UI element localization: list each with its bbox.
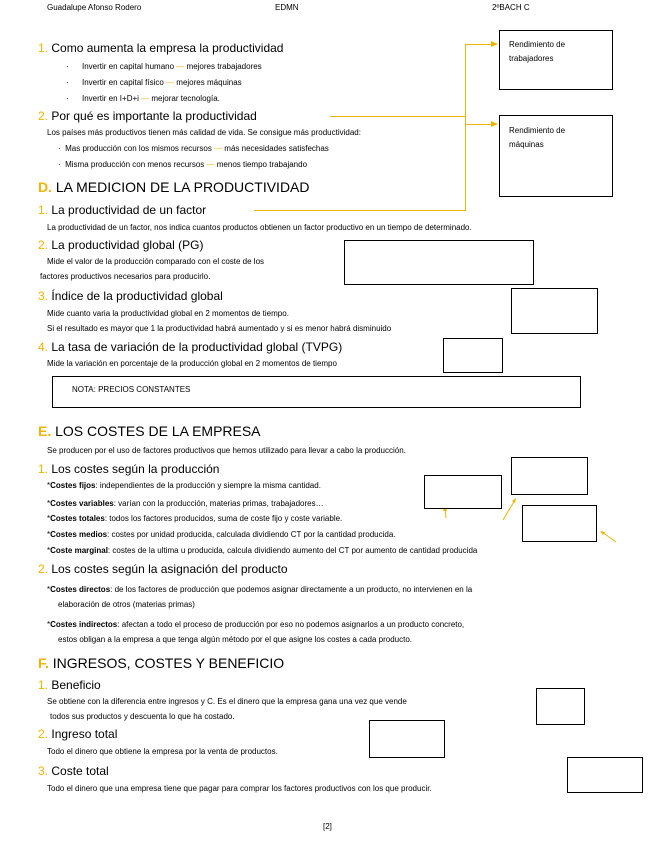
- list-item: · Mas producción con los mismos recursos — más necesidades satisfechas: [58, 144, 329, 153]
- page-number: [2]: [323, 822, 332, 831]
- d1-text: La productividad de un factor, nos indica cuantos productos obtienen un factor productivo en un tiempo de determinado.: [47, 223, 472, 232]
- list-item: · Invertir en capital físico — mejores máquinas: [66, 78, 242, 87]
- d3-text-line: Mide cuanto varia la productividad global en 2 momentos de tiempo.: [47, 309, 289, 318]
- f1-text-line: todos sus productos y descuenta lo que ha costado.: [50, 712, 235, 721]
- side-box-maquinas: Rendimiento de máquinas: [499, 115, 613, 197]
- section-d-letter: D.: [38, 179, 52, 195]
- f1-text-line: Se obtiene con la diferencia entre ingresos y C. Es el dinero que la empresa gana una vez que vende: [47, 697, 407, 706]
- d3-text-line: Si el resultado es mayor que 1 la productividad habrá aumentado y si es menor habrá disminuido: [47, 324, 392, 333]
- list-item: · Invertir en I+D+i — mejorar tecnología.: [66, 94, 220, 103]
- side-box-trabajadores: Rendimiento de trabajadores: [499, 30, 613, 90]
- cost-item: *Costes fijos: independientes de la producción y siempre la misma cantidad.: [47, 481, 321, 490]
- cost-item: *Coste marginal: costes de la ultima u producida, calcula dividiendo aumento del CT por aumento de cantidad producida: [47, 546, 478, 555]
- section-f-heading: [38, 656, 284, 670]
- section-d-title: LA MEDICION DE LA PRODUCTIVIDAD: [55, 179, 310, 195]
- direct-costs-line: elaboración de otros (materias primas): [58, 600, 195, 609]
- section-2-title: Por qué es importante la productividad: [51, 109, 257, 123]
- indirect-costs-line: estos obligan a la empresa a que tenga algún método por el que asigne los costes a cada producto.: [58, 635, 413, 644]
- answer-box-cost: [511, 457, 588, 495]
- section-1-title: Como aumenta la empresa la productividad: [51, 41, 284, 55]
- cost-item: *Costes totales: todos los factores producidos, suma de coste fijo y coste variable.: [47, 514, 343, 523]
- section-2-text: Los países más productivos tienen más calidad de vida. Se consigue más productividad:: [47, 128, 361, 137]
- d2-text-line: factores productivos necesarios para producirlo.: [40, 272, 211, 281]
- answer-box-indice: [511, 288, 598, 334]
- e1-heading: 1. Los costes según la producción: [38, 462, 220, 476]
- cost-item: *Costes medios: costes por unidad producida, calculada dividiendo CT por la cantidad producida.: [47, 530, 396, 539]
- section-f-letter: F.: [38, 655, 49, 671]
- header-subject: EDMN: [275, 3, 299, 12]
- section-1-number: 1.: [38, 41, 49, 55]
- f1-heading: 1. Beneficio: [38, 678, 101, 692]
- arrow-line: [602, 532, 616, 542]
- f2-heading: 2. Ingreso total: [38, 727, 118, 741]
- indirect-costs-line: *Costes indirectos: afectan a todo el proceso de producción por eso no podemos asignarlos a un producto concreto,: [47, 620, 465, 629]
- arrow-head: [600, 531, 605, 535]
- answer-box-beneficio: [536, 688, 585, 725]
- cost-item: *Costes variables: varían con la producción, materias primas, trabajadores…: [47, 499, 324, 508]
- answer-box-tvpg: [443, 338, 503, 373]
- f3-text-line: Todo el dinero que una empresa tiene que pagar para comprar los factores productivos con los que producir.: [47, 784, 432, 793]
- section-e-letter: E.: [38, 423, 52, 439]
- d3-heading: 3. Índice de la productividad global: [38, 289, 223, 303]
- d4-text-line: Mide la variación en porcentaje de la producción global en 2 momentos de tiempo: [47, 359, 337, 368]
- note-box: [52, 376, 581, 408]
- e2-heading: 2. Los costes según la asignación del producto: [38, 562, 288, 576]
- note-text: NOTA: PRECIOS CONSTANTES: [72, 385, 191, 394]
- answer-box-cost: [424, 475, 502, 509]
- arrow-line: [503, 500, 515, 520]
- arrow-head: [491, 121, 498, 127]
- f3-heading: 3. Coste total: [38, 764, 109, 778]
- list-item: · Invertir en capital humano — mejores trabajadores: [66, 62, 262, 71]
- arrow-head: [512, 498, 516, 503]
- f2-text-line: Todo el dinero que obtiene la empresa por la venta de productos.: [47, 747, 278, 756]
- list-item: · Misma producción con menos recursos — menos tiempo trabajando: [58, 160, 308, 169]
- section-e-title: LOS COSTES DE LA EMPRESA: [55, 423, 261, 439]
- header-author: Guadalupe Afonso Rodero: [47, 3, 142, 12]
- arrow-head: [491, 41, 498, 47]
- d2-heading: 2. La productividad global (PG): [38, 238, 204, 252]
- section-f-title: INGRESOS, COSTES Y BENEFICIO: [52, 655, 285, 671]
- answer-box-coste-total: [567, 757, 643, 793]
- answer-box-cost: [522, 505, 597, 542]
- d2-text-line: Mide el valor de la producción comparado con el coste de los: [47, 257, 265, 266]
- d1-heading: 1. La productividad de un factor: [38, 203, 207, 217]
- header-course: 2ºBACH C: [492, 3, 530, 12]
- section-d-heading: [38, 180, 310, 194]
- answer-box-pg: [344, 240, 534, 285]
- section-2-number: 2.: [38, 109, 49, 123]
- answer-box-ingreso: [369, 720, 445, 758]
- section-e-intro: Se producen por el uso de factores productivos que hemos utilizado para llevar a cabo la producción.: [47, 446, 406, 455]
- section-e-heading: [38, 424, 261, 438]
- direct-costs-line: *Costes directos: de los factores de producción que podemos asignar directamente a un producto, no intervienen en la: [47, 585, 473, 594]
- d4-heading: 4. La tasa de variación de la productividad global (TVPG): [38, 340, 343, 354]
